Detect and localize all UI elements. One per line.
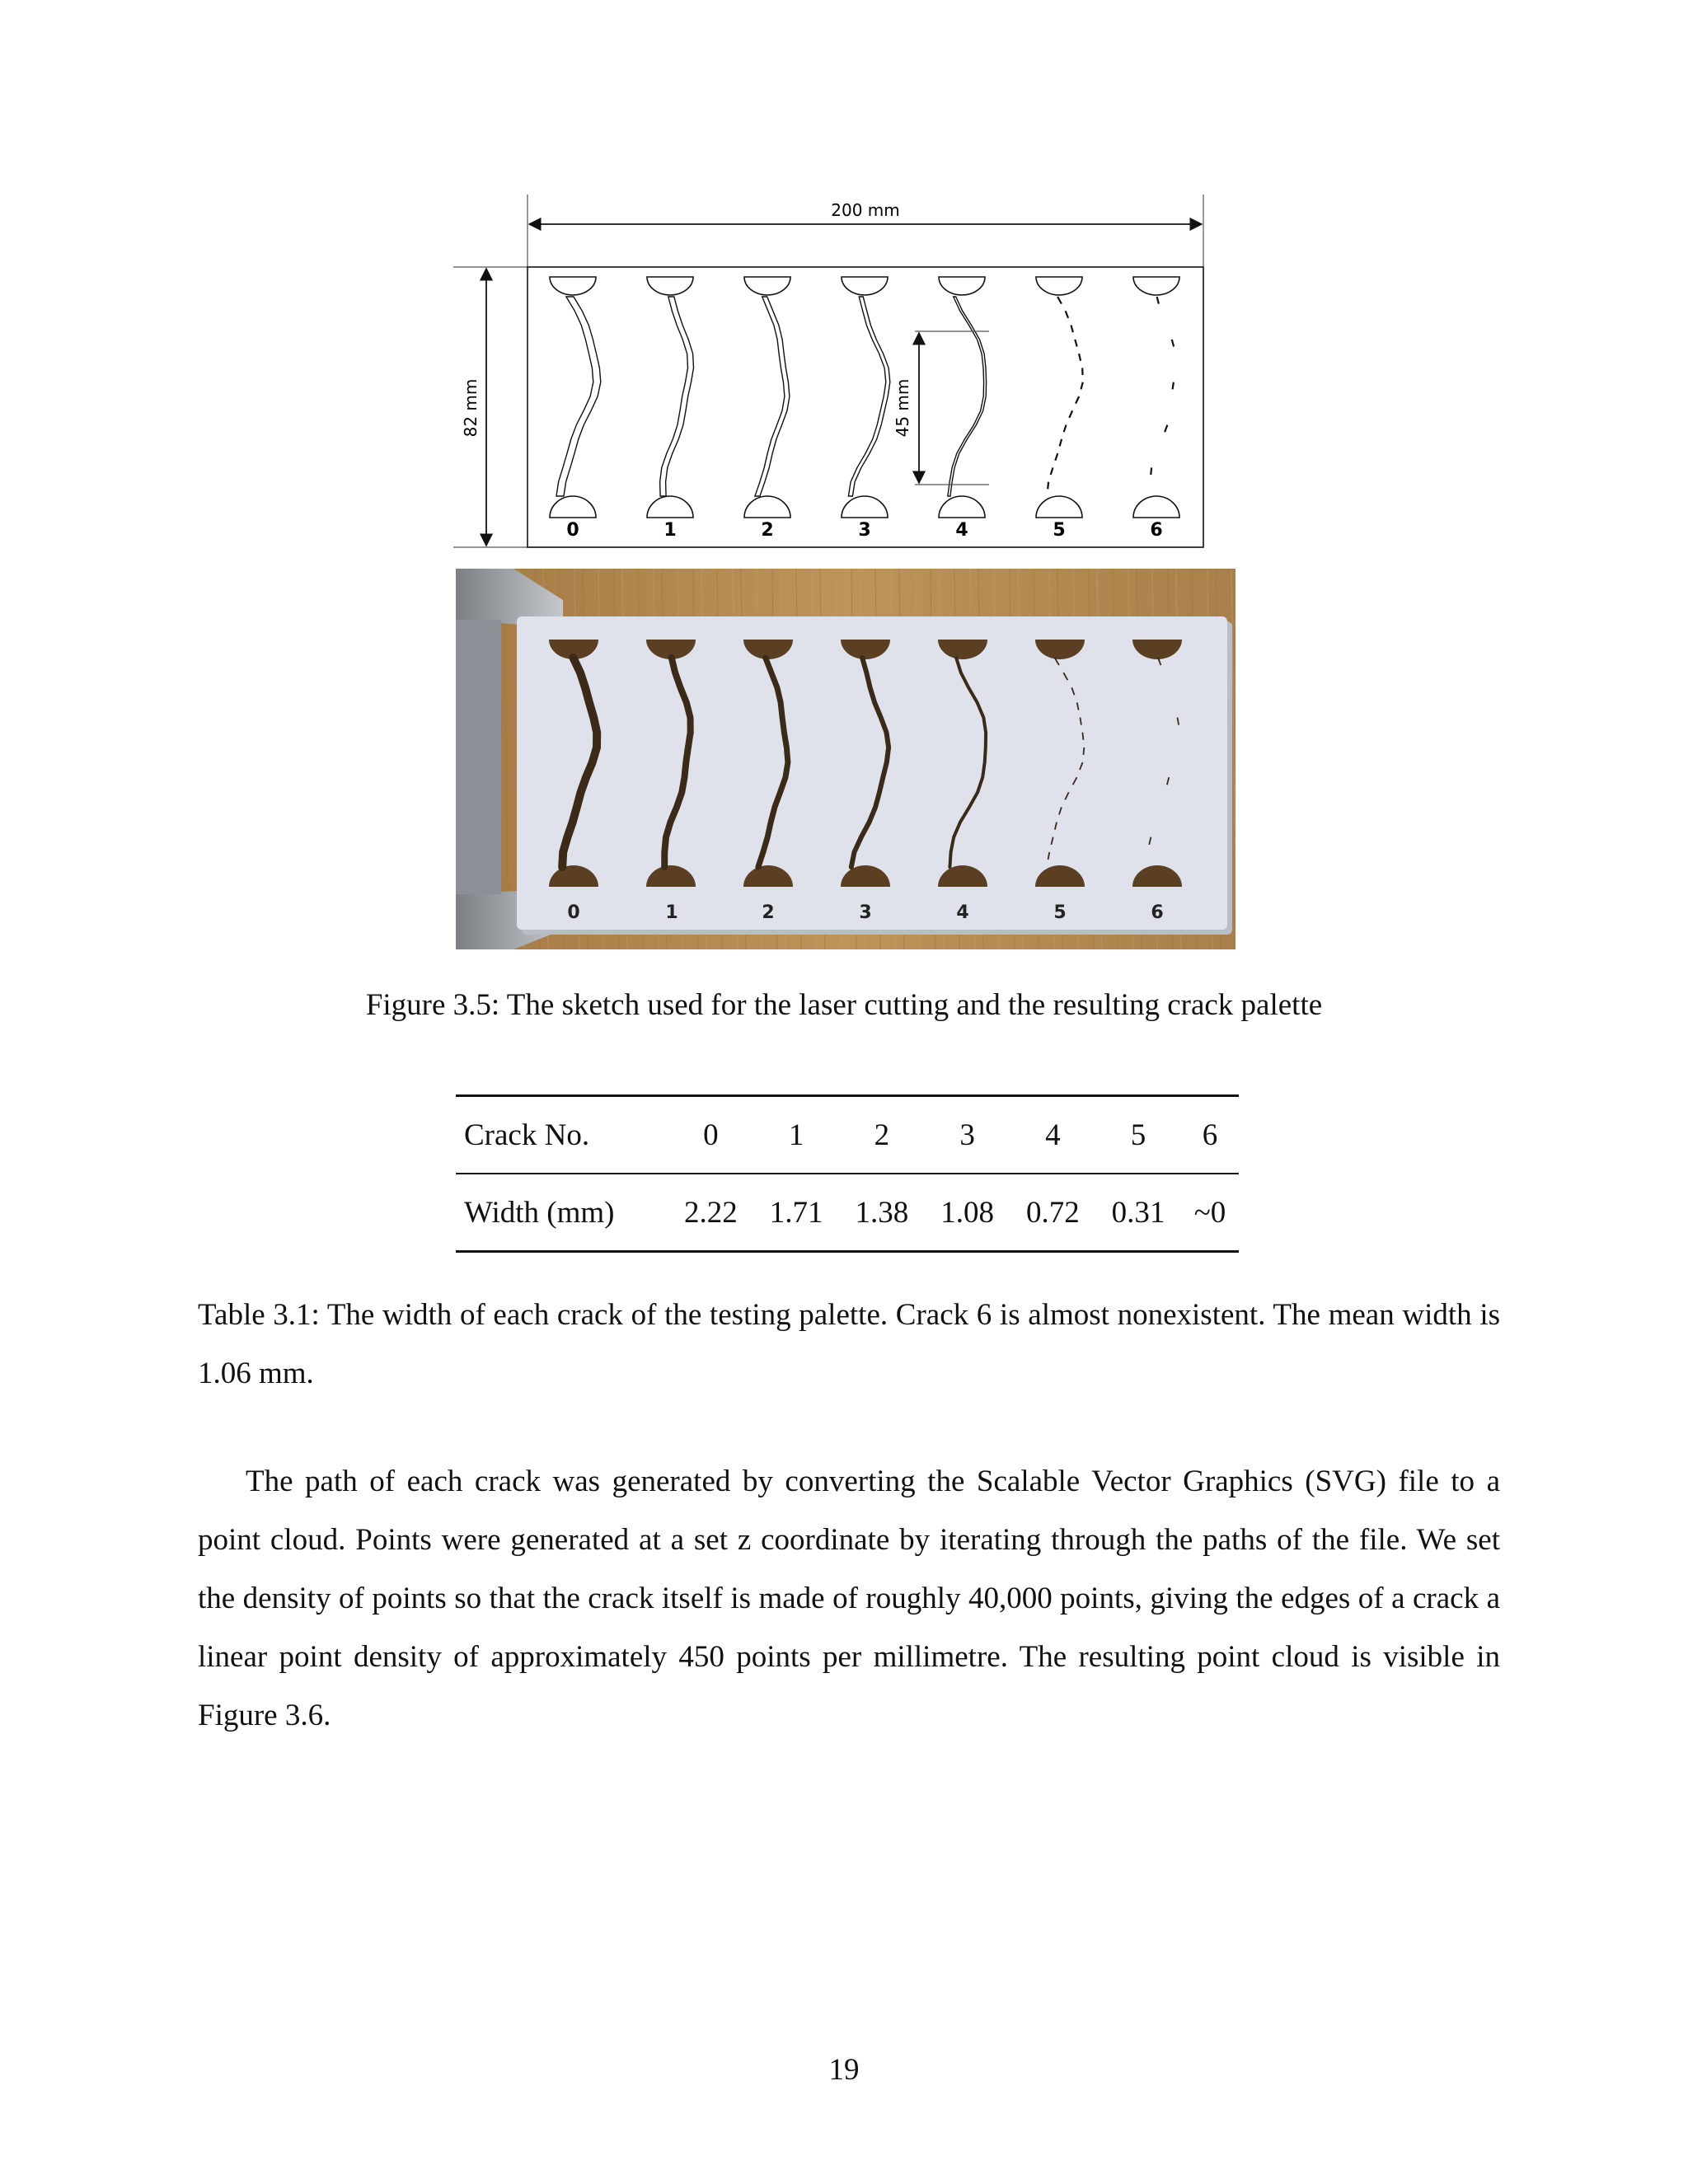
table-cell: 1.71 (769, 1195, 823, 1230)
photo-crack-fragment (1083, 748, 1084, 755)
table-caption: Table 3.1: The width of each crack of the testing palette. Crack 6 is almost nonexistent. The mean width is 1.06 mm. (198, 1298, 1500, 1390)
caliper-beam (456, 620, 501, 894)
photo-label-6: 6 (1151, 902, 1164, 923)
photo-label-5: 5 (1053, 902, 1067, 923)
width-dimension-label: 200 mm (831, 200, 900, 220)
table-header-cell: 5 (1095, 1096, 1181, 1174)
photo-label-4: 4 (956, 902, 969, 923)
photo-label-2: 2 (762, 902, 775, 923)
sketch-label-3: 3 (858, 520, 871, 541)
plate-outline (528, 267, 1203, 547)
sketch-label-1: 1 (663, 520, 677, 541)
table-cell: 1.08 (940, 1195, 994, 1230)
sketch-label-2: 2 (761, 520, 774, 541)
photo-label-1: 1 (665, 902, 678, 923)
table-header-cell: 1 (753, 1096, 839, 1174)
table-cell: ~0 (1193, 1195, 1226, 1230)
crack-width-table (456, 1094, 1239, 1253)
page-number: 19 (828, 2053, 860, 2087)
table-cell: 2.22 (684, 1195, 738, 1230)
table-row (456, 1174, 1239, 1252)
sketch-label-6: 6 (1150, 520, 1163, 541)
table-header-cell: 4 (1010, 1096, 1095, 1174)
body-paragraph: The path of each crack was generated by converting the Scalable Vector Graphics (SVG) file to a point cloud. Points were generated at a set z coordinate by iterating through the paths of the file. We set the density of points so that the crack itself is made of roughly 40,000 points, giving the edges of a crack a linear point density of approximately 450 points per millimetre. The resulting point cloud is visible in Figure 3.6. (198, 1465, 1500, 1732)
table-cell: 1.38 (855, 1195, 909, 1230)
crack-palette-photo (456, 569, 1236, 949)
figure-caption: Figure 3.5: The sketch used for the laser cutting and the resulting crack palette (365, 988, 1323, 1022)
table-cell: Width (mm) (464, 1195, 615, 1230)
photo-crack-fragment (1082, 733, 1083, 740)
photo-label-0: 0 (567, 902, 580, 923)
sketch-label-4: 4 (955, 520, 968, 541)
table-header-cell: 6 (1181, 1096, 1239, 1174)
table-header-cell: Crack No. (456, 1096, 668, 1174)
table-cell: 0.72 (1025, 1195, 1080, 1230)
table-header-cell: 2 (839, 1096, 925, 1174)
laser-cut-sketch (445, 181, 1236, 560)
table-header-row (456, 1096, 1239, 1174)
sketch-crack-fragment (1173, 382, 1174, 390)
table-header-cell: 0 (668, 1096, 754, 1174)
height-dimension-label: 82 mm (461, 378, 481, 438)
table-cell: 0.31 (1111, 1195, 1165, 1230)
sketch-label-5: 5 (1053, 520, 1066, 541)
sketch-label-0: 0 (566, 520, 579, 541)
table-header-cell: 3 (925, 1096, 1010, 1174)
photo-label-3: 3 (859, 902, 872, 923)
crack-length-dimension-label: 45 mm (893, 378, 912, 438)
